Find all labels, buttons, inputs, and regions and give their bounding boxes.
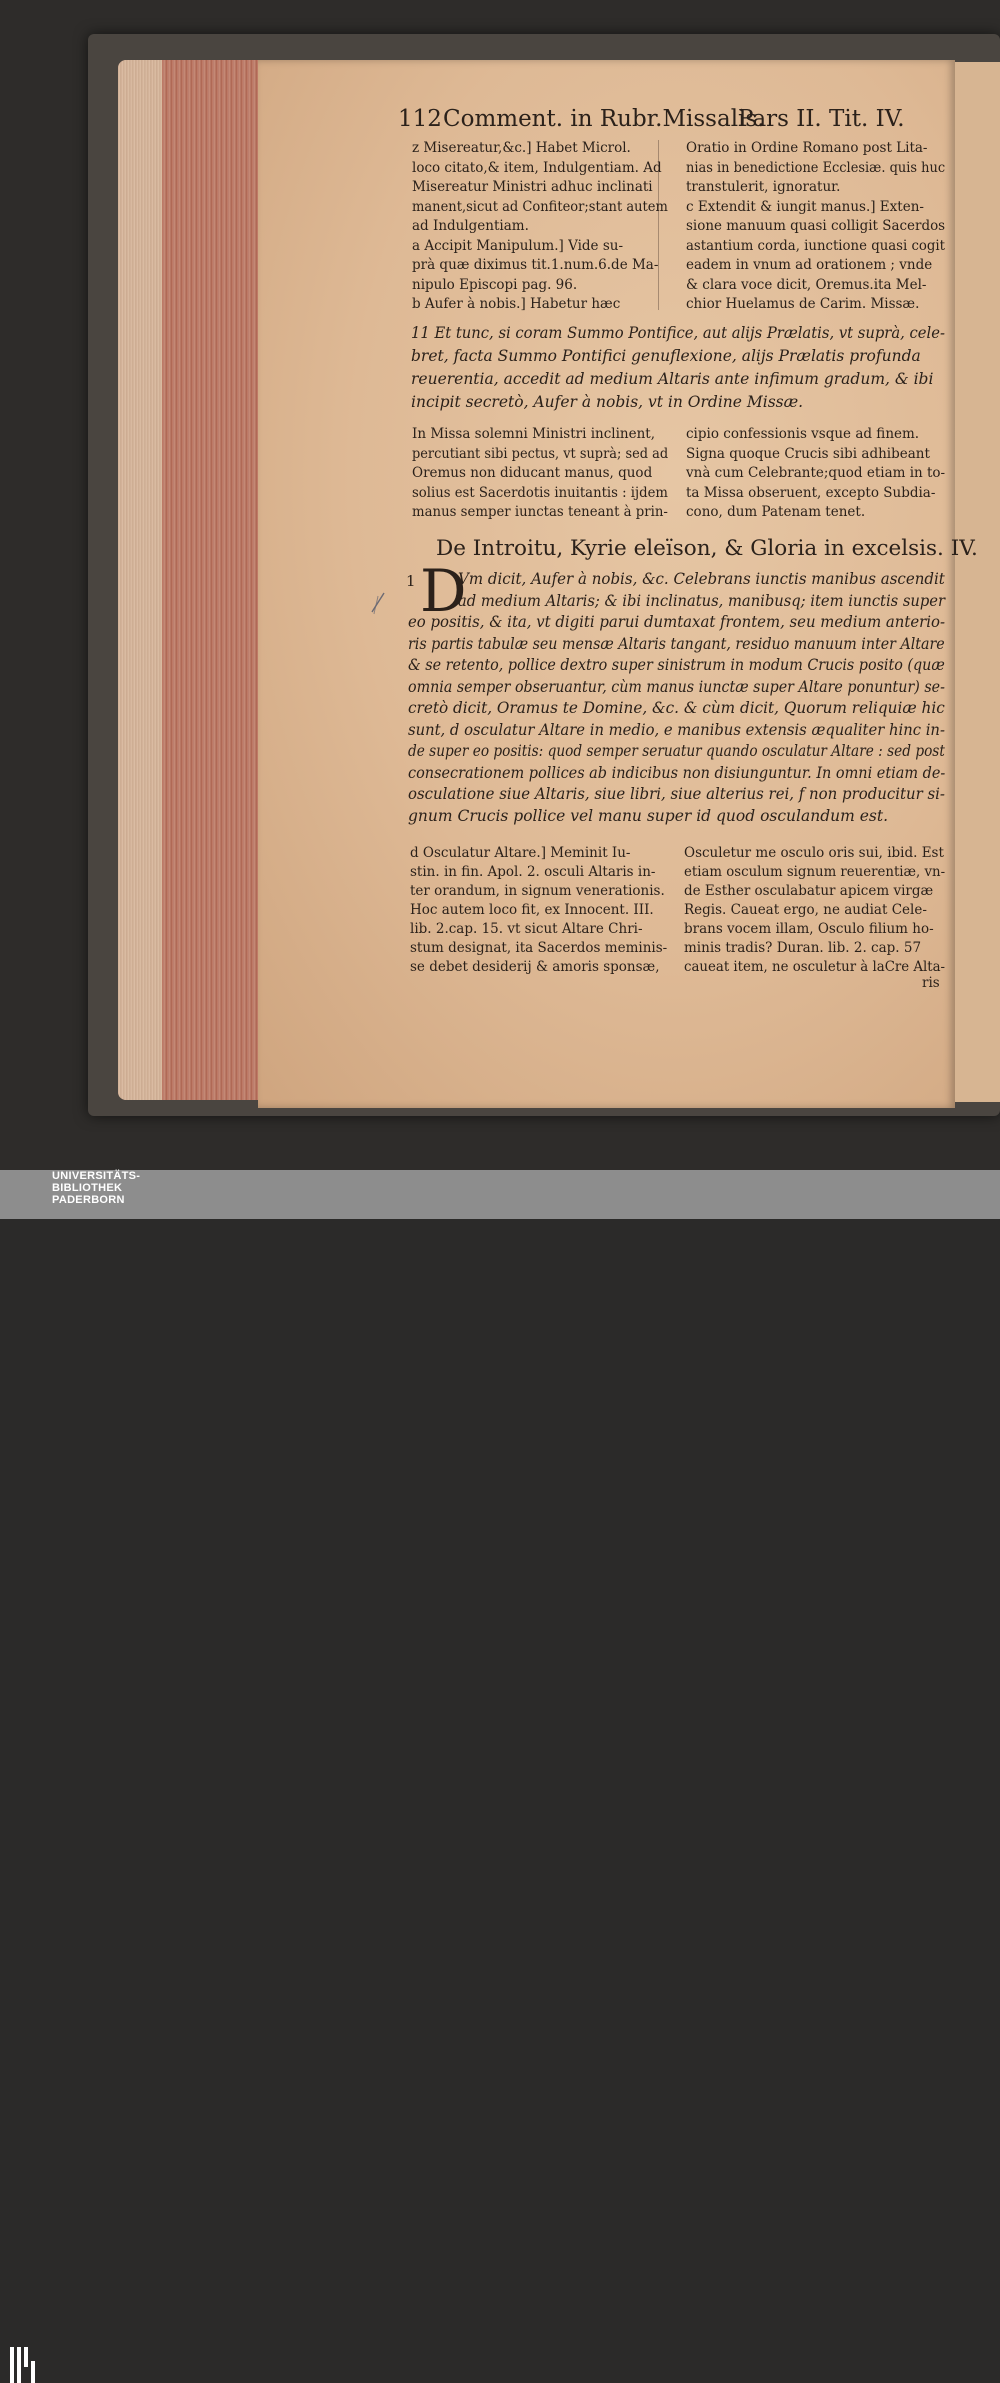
library-logo-icon	[10, 2347, 46, 2383]
text-line: prà quæ diximus tit.1.num.6.de Ma-	[412, 257, 659, 273]
text-line: bret, facta Summo Pontifici genuflexione, alijs Prælatis profunda	[411, 347, 921, 365]
text-line: & se retento, pollice dextro super sinistrum in modum Crucis posito (quæ	[408, 656, 945, 674]
text-line: de super eo positis: quod semper seruatur quando osculatur Altare : sed post	[408, 742, 945, 760]
rubric-1-number: 1	[406, 572, 416, 590]
drop-cap-initial: D	[420, 557, 467, 625]
catchword: ris	[922, 975, 940, 991]
text-line: Vm dicit, Aufer à nobis, &c. Celebrans iunctis manibus ascendit	[458, 570, 945, 588]
library-name-line3: PADERBORN	[52, 1194, 125, 1206]
pencil-mark-icon	[368, 590, 390, 616]
part-title: Pars II. Tit. IV.	[738, 106, 905, 132]
text-line: percutiant sibi pectus, vt suprà; sed ad	[412, 445, 669, 462]
library-name-line1: UNIVERSITÄTS-	[52, 1170, 141, 1182]
text-line: vnà cum Celebrante;quod etiam in to-	[686, 465, 946, 481]
text-line: a Accipit Manipulum.] Vide su-	[412, 237, 624, 254]
text-line: cretò dicit, Oramus te Domine, &c. & cùm dicit, Quorum reliquiæ hic	[408, 699, 945, 717]
text-line: cipio confessionis vsque ad finem.	[686, 426, 920, 442]
text-line: Oremus non diducant manus, quod	[412, 465, 653, 481]
text-line: Oratio in Ordine Romano post Lita-	[686, 140, 928, 156]
text-line: c Extendit & iungit manus.] Exten-	[686, 198, 924, 215]
text-line: stum designat, ita Sacerdos meminis-	[410, 940, 668, 956]
text-line: de Esther osculabatur apicem virgæ	[684, 883, 934, 899]
text-line: cono, dum Patenam tenet.	[686, 504, 866, 520]
text-line: lib. 2.cap. 15. vt sicut Altare Chri-	[410, 921, 643, 937]
text-line: eadem in vnum ad orationem ; vnde	[686, 257, 933, 273]
page-number: 112	[398, 106, 442, 132]
text-line: osculatione siue Altaris, siue libri, siue alterius rei, f non producitur si-	[408, 785, 945, 803]
text-line: stin. in fin. Apol. 2. osculi Altaris in-	[410, 864, 656, 880]
text-line: In Missa solemni Ministri inclinent,	[412, 426, 655, 442]
text-line: eo positis, & ita, vt digiti parui dumtaxat frontem, seu medium anterio-	[408, 613, 946, 631]
text-line: chior Huelamus de Carim. Missæ.	[686, 296, 920, 312]
text-line: consecrationem pollices ab indicibus non disiunguntur. In omni etiam de-	[408, 763, 946, 782]
text-line: manus semper iunctas teneant à prin-	[412, 504, 668, 520]
text-line: reuerentia, accedit ad medium Altaris ante infimum gradum, & ibi	[411, 370, 934, 388]
text-line: 11 Et tunc, si coram Summo Pontifice, aut alijs Prælatis, vt suprà, cele-	[411, 324, 945, 342]
library-footer	[0, 1170, 1000, 1219]
text-line: nias in benedictione Ecclesiæ. quis huc	[686, 159, 946, 176]
text-line: Regis. Caueat ergo, ne audiat Cele-	[684, 902, 927, 918]
text-line: b Aufer à nobis.] Habetur hæc	[412, 296, 621, 312]
text-line: solius est Sacerdotis inuitantis : ijdem	[412, 484, 668, 501]
library-name-line2: BIBLIOTHEK	[52, 1182, 123, 1194]
text-line: z Misereatur,&c.] Habet Microl.	[412, 140, 631, 156]
text-line: etiam osculum signum reuerentiæ, vn-	[684, 864, 946, 880]
page-fore-edge-light	[118, 60, 162, 1100]
text-line: manent,sicut ad Confiteor;stant autem	[412, 198, 668, 215]
text-line: Misereatur Ministri adhuc inclinati	[412, 179, 653, 195]
text-line: ter orandum, in signum venerationis.	[410, 883, 665, 899]
facing-page-edge	[950, 62, 1000, 1102]
text-line: incipit secretò, Aufer à nobis, vt in Ordine Missæ.	[411, 393, 804, 411]
text-line: sunt, d osculatur Altare in medio, e manibus extensis æqualiter hinc in-	[408, 720, 945, 739]
text-line: d Osculatur Altare.] Meminit Iu-	[410, 845, 631, 861]
text-line: se debet desiderij & amoris sponsæ,	[410, 959, 660, 975]
text-line: & clara voce dicit, Oremus.ita Mel-	[686, 276, 927, 293]
text-line: Signa quoque Crucis sibi adhibeant	[686, 445, 930, 462]
text-line: nipulo Episcopi pag. 96.	[412, 276, 578, 293]
text-line: brans vocem illam, Osculo filium ho-	[684, 921, 934, 937]
text-line: Hoc autem loco fit, ex Innocent. III.	[410, 902, 654, 918]
text-line: transtulerit, ignoratur.	[686, 179, 841, 195]
text-line: minis tradis? Duran. lib. 2. cap. 57	[684, 940, 922, 956]
text-line: ta Missa obseruent, excepto Subdia-	[686, 484, 936, 501]
text-line: ad medium Altaris; & ibi inclinatus, manibusq; item iunctis super	[458, 591, 946, 610]
text-line: omnia semper obseruantur, cùm manus iunctæ super Altare ponuntur) se-	[408, 677, 945, 696]
running-title: Comment. in Rubr.Missalis.	[443, 106, 765, 132]
text-line: ad Indulgentiam.	[412, 218, 529, 234]
section-title: De Introitu, Kyrie eleïson, & Gloria in excelsis. IV.	[436, 536, 978, 561]
text-line: ris partis tabulæ seu mensæ Altaris tangant, residuo manuum inter Altare	[408, 634, 945, 653]
book-scan	[0, 0, 1000, 1170]
text-line: astantium corda, iunctione quasi cogit	[686, 237, 945, 254]
text-line: sione manuum quasi colligit Sacerdos	[686, 218, 946, 234]
text-line: gnum Crucis pollice vel manu super id quod osculandum est.	[408, 806, 889, 825]
text-line: loco citato,& item, Indulgentiam. Ad	[412, 159, 662, 176]
text-line: Osculetur me osculo oris sui, ibid. Est	[684, 845, 944, 861]
text-line: caueat item, ne osculetur à laCre Alta-	[684, 959, 946, 975]
